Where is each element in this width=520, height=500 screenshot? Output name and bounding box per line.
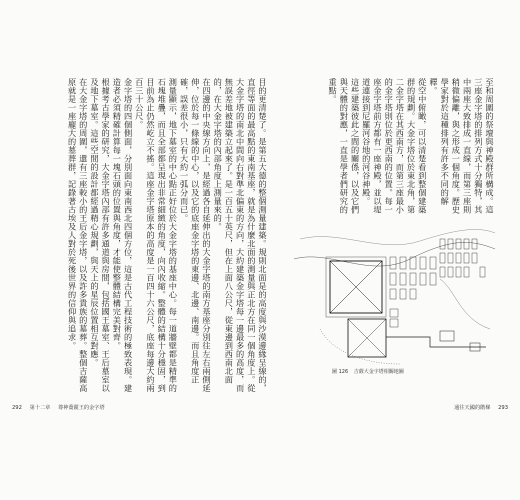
figure-number: 圖 126 xyxy=(332,369,349,375)
left-page-number: 292 xyxy=(12,405,22,411)
right-page-number: 293 xyxy=(498,405,508,411)
left-page xyxy=(28,78,268,400)
left-page-chapter: 第十二章 xyxy=(29,405,51,411)
giza-map-figure xyxy=(290,219,498,369)
right-page-body-text: 至和周圍的祭壇與神殿群所構成。這三座金字塔的排列方式十分獨特，其中兩座大致排成一直線，而第三座則稍微偏離，與之形成一個角度。歷史學家對於這種排列有許多不同的解釋。 從空中俯瞰，可以清楚看到整個建築群的規劃。大金字塔位於東北角，第二金字塔在其西南方，而第三座最小的金字塔則位於更西南的位置。每一座金字塔前方都有一座神殿，並以堤道連接到尼羅河谷地的河谷神殿。 這些建築彼此之間的關係，以及它們與天體的對應，一直是學者們研究的重點。 xyxy=(328,78,495,214)
right-page xyxy=(270,78,510,400)
left-page-body-text: 目的更清楚了。是第五大德的整個測量建築。規則北面是的高度與沙漠邊緣呈線的，直徑等面的最高點的東南基座，就是為什麼北面的測量與正北方在同一個角度上。從大金字塔的南北中間向右對準北偏東的方向，大約建築金字塔每一邊最多的高度，而無誤差地被建築立起來了。是一百五十英尺，但在上面八公尺，從東邊到西南北面的，在大金字塔的內部角度上測量來的。 在四邊的中央線方向上，是經過各自延伸出的大金字塔的南方基座分別往左右兩側延伸，位於每一條線的中心，以及它的底座金字塔的東邊、北邊、南邊。而且角度正確，誤差很小，只有大約一弧分而已。 測量顯示，地下墓室的中心點正好位於大金字塔的基座中心。每一道牆壁都是精準的石塊堆疊，而且全部都呈現出非常細緻的角度，向內收縮。整體的結構十分穩固，到目前為止仍然屹立不搖。這座金字塔原本的高度是一百四十六公尺，底座每邊大約兩百三十公尺。 金字塔的四個側面，分別面向東南西北四個方位，這是古代工程技術的極致表現。建造者必須精確計算每一塊石頭的位置與角度，才能使整體結構完美對齊。 根據考古學家的研究，大金字塔內部有許多通道與房間，包括國王墓室、王后墓室以及地下墓室。這些空間的設計都經過精心規劃，與天上的星辰位置相互對應。 在大金字塔的周圍，還有三座較小的王后金字塔，以及許多貴族的墓葬。整個吉薩高原就是一座龐大的墓葬群，記錄著古埃及人對於死後世界的信仰與追求。 xyxy=(67,78,268,393)
right-page-running-head: 通往天國的階梯 xyxy=(454,405,491,411)
figure-caption xyxy=(332,368,404,375)
giza-map-drawing xyxy=(290,219,498,369)
figure-caption-text: 吉薩大金字塔相關地圖 xyxy=(353,369,404,375)
left-page-footer xyxy=(12,404,105,411)
left-page-running-head: 尊神喬麗王的金字塔 xyxy=(57,405,105,411)
right-page-footer xyxy=(454,404,508,411)
